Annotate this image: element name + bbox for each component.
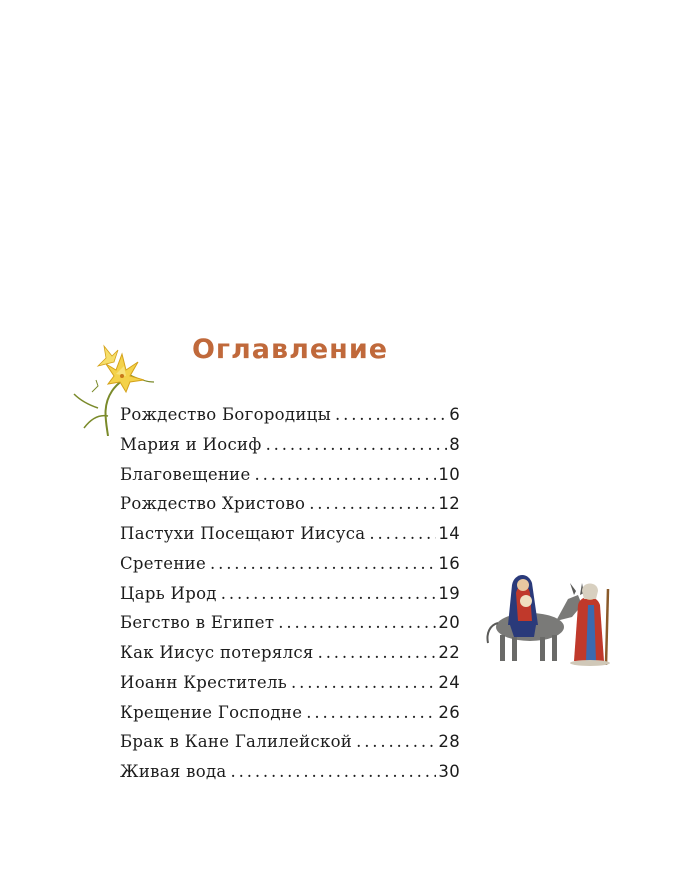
- toc-entry-title: Рождество Богородицы: [120, 405, 332, 424]
- toc-entry[interactable]: [120, 435, 460, 465]
- toc-dot-leader: [356, 732, 436, 751]
- toc-entry[interactable]: [120, 732, 460, 762]
- toc-entry-page-number: 16: [438, 553, 460, 573]
- toc-entry[interactable]: [120, 762, 460, 792]
- toc-dot-leader: [231, 762, 437, 781]
- toc-entry[interactable]: [120, 584, 460, 614]
- toc-dot-leader: [266, 435, 448, 454]
- toc-dot-leader: [318, 643, 437, 662]
- flight-into-egypt-illustration: [478, 555, 618, 673]
- toc-entry-title: Брак в Кане Галилейской: [120, 732, 353, 752]
- toc-entry[interactable]: [120, 494, 460, 524]
- contents-heading: Оглавление: [191, 334, 389, 365]
- toc-dot-leader: [278, 613, 436, 632]
- toc-entry-title: Сретение: [120, 553, 207, 573]
- toc-dot-leader: [210, 554, 436, 573]
- toc-entry[interactable]: [120, 613, 460, 643]
- toc-entry-page-number: 12: [438, 494, 460, 514]
- toc-entry-page-number: 14: [438, 524, 460, 543]
- toc-dot-leader: [369, 524, 436, 543]
- toc-entry[interactable]: [120, 465, 460, 495]
- toc-entry[interactable]: [120, 703, 460, 733]
- toc-entry-title: Царь Ирод: [120, 583, 217, 603]
- toc-dot-leader: [221, 584, 437, 603]
- toc-entry-title: Благовещение: [120, 464, 251, 484]
- toc-entry-title: Иоанн Креститель: [120, 672, 288, 692]
- toc-entry-title: Бегство в Египет: [120, 613, 275, 633]
- toc-entry-page-number: 8: [449, 434, 460, 454]
- toc-entry-page-number: 6: [449, 405, 460, 424]
- toc-entry[interactable]: [120, 554, 460, 584]
- toc-entry-title: Мария и Иосиф: [120, 434, 262, 454]
- toc-entry-title: Крещение Господне: [120, 702, 303, 722]
- toc-dot-leader: [291, 673, 436, 692]
- toc-dot-leader: [309, 494, 436, 513]
- toc-entry[interactable]: [120, 524, 460, 554]
- toc-entry[interactable]: [120, 673, 460, 703]
- toc-entry-page-number: 26: [438, 702, 460, 722]
- toc-entry-page-number: 28: [438, 732, 460, 752]
- toc-entry[interactable]: [120, 643, 460, 673]
- toc-entry-page-number: 24: [438, 672, 460, 692]
- toc-dot-leader: [255, 465, 437, 484]
- toc-dot-leader: [335, 405, 447, 424]
- toc-entry-title: Живая вода: [120, 762, 227, 781]
- toc-entry-page-number: 22: [438, 643, 460, 662]
- toc-entry-title: Как Иисус потерялся: [120, 643, 314, 662]
- toc-entry-page-number: 19: [438, 583, 460, 603]
- toc-entry-title: Пастухи Посещают Иисуса: [120, 524, 366, 543]
- toc-entry-page-number: 20: [438, 613, 460, 633]
- toc-entry-title: Рождество Христово: [120, 494, 306, 514]
- toc-entry-page-number: 30: [438, 762, 460, 781]
- toc-entry[interactable]: [120, 405, 460, 435]
- toc-entry-page-number: 10: [438, 464, 460, 484]
- toc-dot-leader: [306, 703, 436, 722]
- table-of-contents: [120, 405, 460, 792]
